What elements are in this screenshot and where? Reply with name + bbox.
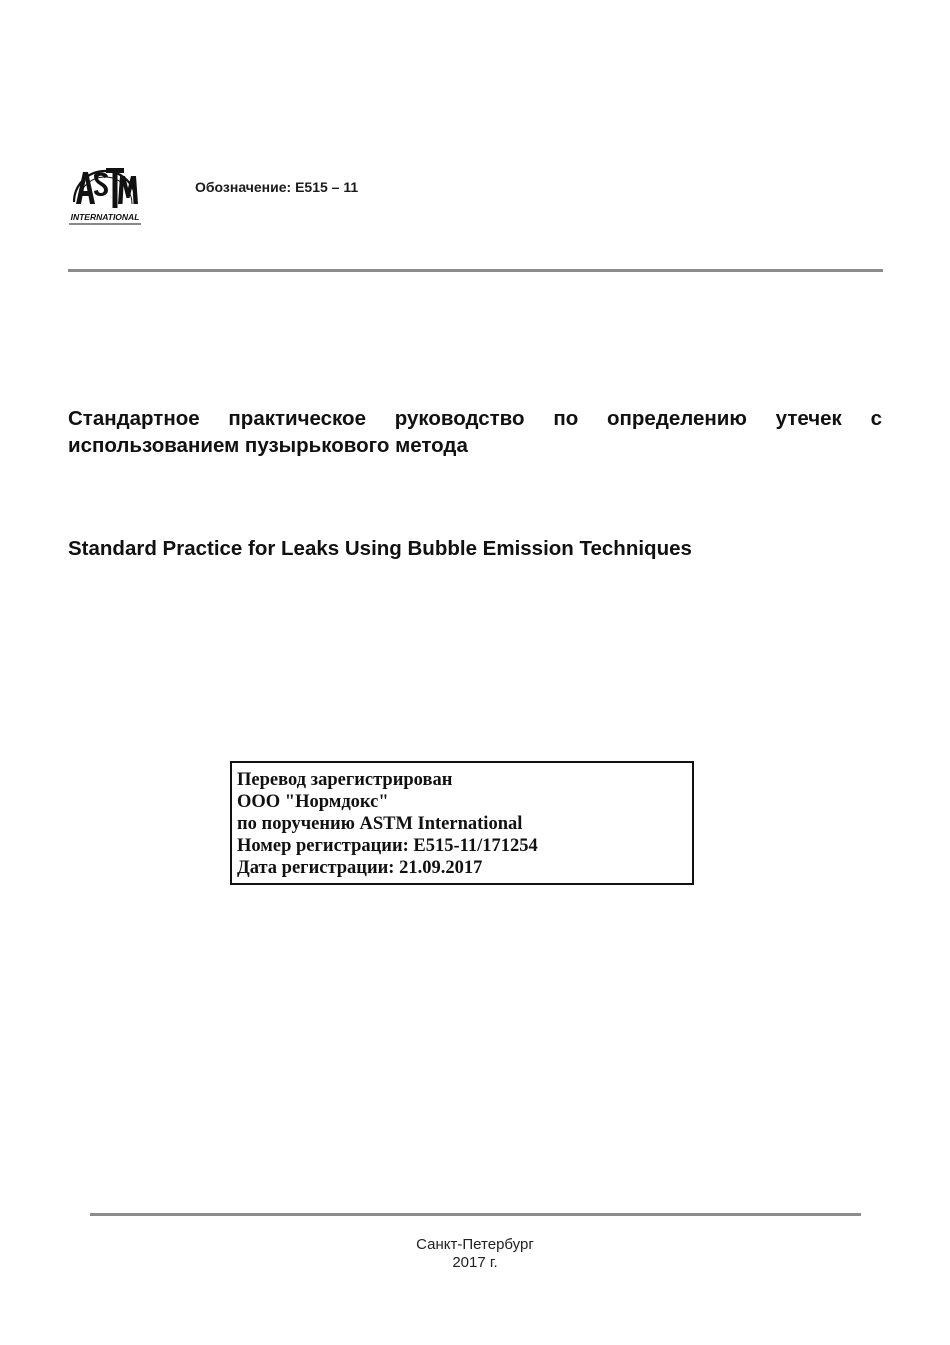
svg-text:INTERNATIONAL: INTERNATIONAL: [70, 212, 140, 222]
registration-line-status: Перевод зарегистрирован: [237, 770, 453, 790]
footer-year: 2017 г.: [452, 1254, 498, 1271]
footer-city: Санкт-Петербург: [416, 1236, 534, 1253]
registration-line-commission: по поручению ASTM International: [237, 814, 523, 834]
footer: [0, 1236, 950, 1272]
registration-lines: [237, 769, 538, 879]
astm-international-logo-icon: [66, 158, 144, 228]
registration-line-company: ООО "Нормдокс": [237, 792, 389, 812]
document-title-russian: Стандартное практическое руководство по определению утечек с использованием пузырькового метода: [68, 407, 882, 457]
registration-stamp-box: [230, 761, 694, 885]
document-designation: Обозначение: E515 – 11: [195, 179, 359, 195]
header-divider: [68, 269, 883, 272]
footer-divider: [90, 1213, 861, 1216]
document-title-english: Standard Practice for Leaks Using Bubble Emission Techniques: [68, 537, 692, 560]
registration-line-number: Номер регистрации: E515-11/171254: [237, 836, 538, 856]
registration-line-date: Дата регистрации: 21.09.2017: [237, 858, 483, 878]
